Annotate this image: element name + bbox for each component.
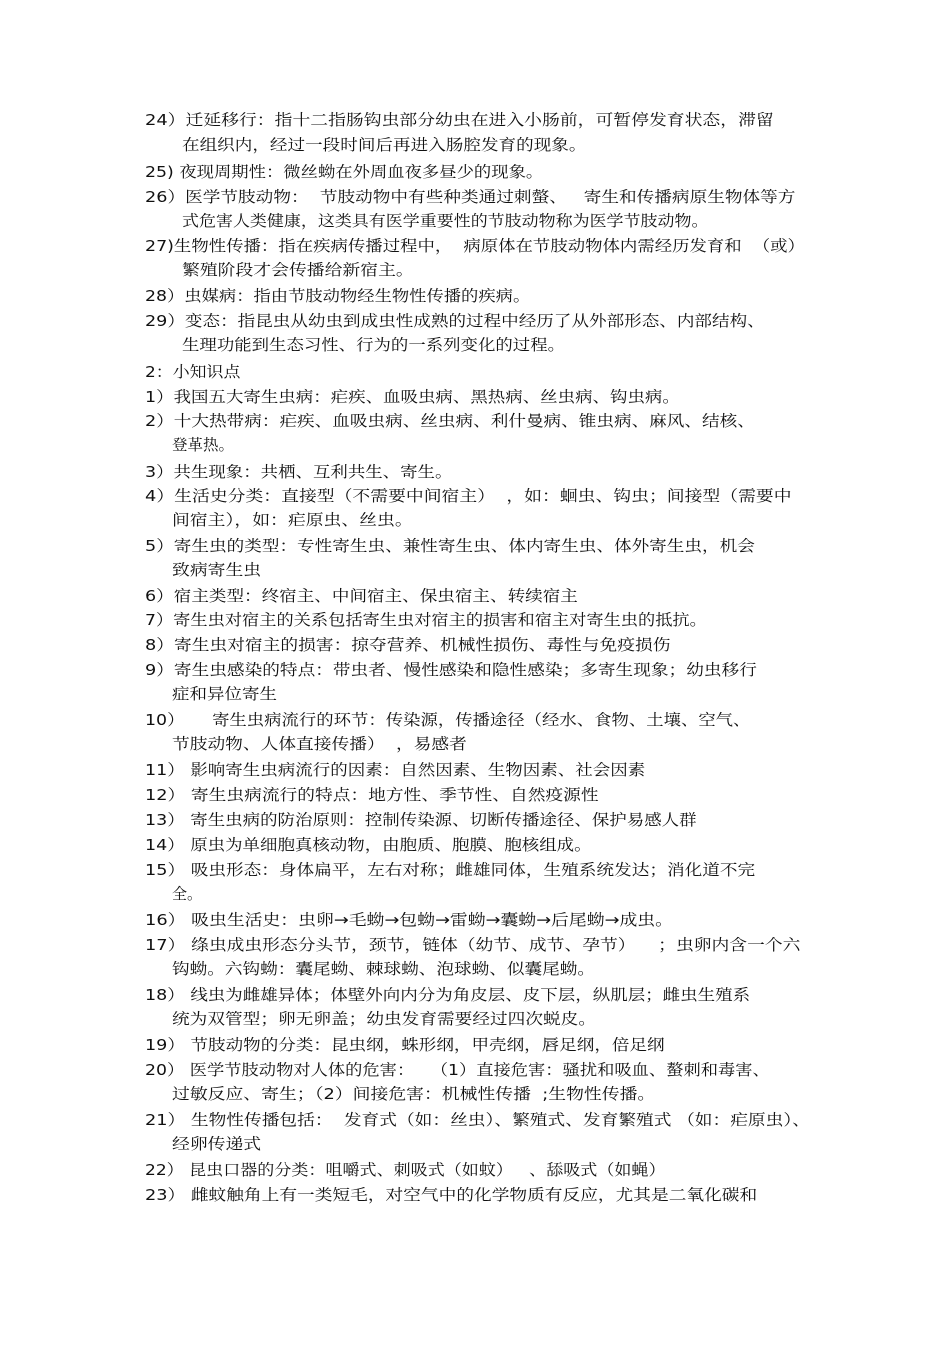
text-line: 23） 雌蚊触角上有一类短毛，对空气中的化学物质有反应，尤其是二氧化碳和 <box>145 1186 758 1204</box>
text-line: 经卵传递式 <box>172 1135 262 1153</box>
text-line: 15） 吸虫形态：身体扁平，左右对称；雌雄同体，生殖系统发达；消化道不完 <box>145 861 756 879</box>
text-line: 25) 夜现周期性：微丝蚴在外周血夜多昼少的现象。 <box>145 163 544 181</box>
text-line: 全。 <box>172 885 203 903</box>
text-line: 14） 原虫为单细胞真核动物，由胞质、胞膜、胞核组成。 <box>145 836 592 854</box>
text-line: 症和异位寄生 <box>172 685 278 703</box>
text-line: 11） 影响寄生虫病流行的因素：自然因素、生物因素、社会因素 <box>145 761 646 779</box>
text-line: 2）十大热带病：疟疾、血吸虫病、丝虫病、利什曼病、锥虫病、麻风、结核、 <box>145 412 755 430</box>
text-line: 8）寄生虫对宿主的损害：掠夺营养、机械性损伤、毒性与免疫损伤 <box>145 636 671 654</box>
text-line: 24）迁延移行：指十二指肠钩虫部分幼虫在进入小肠前，可暂停发育状态，滞留 <box>145 111 774 129</box>
text-line: 5）寄生虫的类型：专性寄生虫、兼性寄生虫、体内寄生虫、体外寄生虫，机会 <box>145 537 755 555</box>
text-line: 17） 绦虫成虫形态分头节，颈节，链体（幼节、成节、孕节） ；虫卵内含一个六 <box>145 936 801 954</box>
text-line: 过敏反应、寄生；（2）间接危害：机械性传播 ;生物性传播。 <box>172 1085 656 1103</box>
text-line: 16） 吸虫生活史：虫卵→毛蚴→包蚴→雷蚴→囊蚴→后尾蚴→成虫。 <box>145 911 673 929</box>
text-line: 钩蚴。六钩蚴：囊尾蚴、棘球蚴、泡球蚴、似囊尾蚴。 <box>172 960 596 978</box>
text-line: 6）宿主类型：终宿主、中间宿主、保虫宿主、转续宿主 <box>145 587 578 605</box>
text-line: 19） 节肢动物的分类：昆虫纲，蛛形纲，甲壳纲，唇足纲，倍足纲 <box>145 1036 665 1054</box>
text-line: 12） 寄生虫病流行的特点：地方性、季节性、自然疫源性 <box>145 786 599 804</box>
text-line: 间宿主），如：疟原虫、丝虫。 <box>172 511 413 529</box>
text-line: 20） 医学节肢动物对人体的危害： （1）直接危害：骚扰和吸血、螯刺和毒害、 <box>145 1061 770 1079</box>
text-line: 9）寄生虫感染的特点：带虫者、慢性感染和隐性感染；多寄生现象；幼虫移行 <box>145 661 757 679</box>
text-line: 21） 生物性传播包括： 发育式（如：丝虫）、繁殖式、发育繁殖式 （如：疟原虫）、 <box>145 1111 810 1129</box>
text-line: 28）虫媒病：指由节肢动物经生物性传播的疾病。 <box>145 287 531 305</box>
text-line: 29）变态：指昆虫从幼虫到成虫性成熟的过程中经历了从外部形态、内部结构、 <box>145 312 765 330</box>
text-line: 登革热。 <box>172 436 235 454</box>
text-line: 7）寄生虫对宿主的关系包括寄生虫对宿主的损害和宿主对寄生虫的抵抗。 <box>145 611 707 629</box>
text-line: 式危害人类健康，这类具有医学重要性的节肢动物称为医学节肢动物。 <box>182 212 709 230</box>
text-line: 18） 线虫为雌雄异体；体壁外向内分为角皮层、皮下层，纵肌层；雌虫生殖系 <box>145 986 751 1004</box>
text-line: 27)生物性传播：指在疾病传播过程中， 病原体在节肢动物体内需经历发育和 （或） <box>145 237 805 255</box>
text-line: 26）医学节肢动物： 节肢动物中有些种类通过刺螫、 寄生和传播病原生物体等方 <box>145 188 796 206</box>
text-line: 10） 寄生虫病流行的环节：传染源，传播途径（经水、食物、土壤、空气、 <box>145 711 751 729</box>
text-line: 2：小知识点 <box>145 363 241 381</box>
text-line: 在组织内，经过一段时间后再进入肠腔发育的现象。 <box>182 136 587 154</box>
text-line: 13） 寄生虫病的防治原则：控制传染源、切断传播途径、保护易感人群 <box>145 811 697 829</box>
text-line: 22） 昆虫口器的分类：咀嚼式、刺吸式（如蚊） 、舔吸式（如蝇） <box>145 1161 666 1179</box>
text-line: 3）共生现象：共栖、互利共生、寄生。 <box>145 463 453 481</box>
text-line: 1）我国五大寄生虫病：疟疾、血吸虫病、黑热病、丝虫病、钩虫病。 <box>145 388 680 406</box>
text-line: 节肢动物、人体直接传播） ，易感者 <box>172 735 467 753</box>
text-line: 4）生活史分类：直接型（不需要中间宿主） ，如：蛔虫、钩虫；间接型（需要中 <box>145 487 792 505</box>
text-line: 统为双管型；卵无卵盖；幼虫发育需要经过四次蜕皮。 <box>172 1010 597 1028</box>
text-line: 生理功能到生态习性、行为的一系列变化的过程。 <box>182 336 566 354</box>
text-line: 繁殖阶段才会传播给新宿主。 <box>182 261 414 279</box>
text-line: 致病寄生虫 <box>172 561 262 579</box>
